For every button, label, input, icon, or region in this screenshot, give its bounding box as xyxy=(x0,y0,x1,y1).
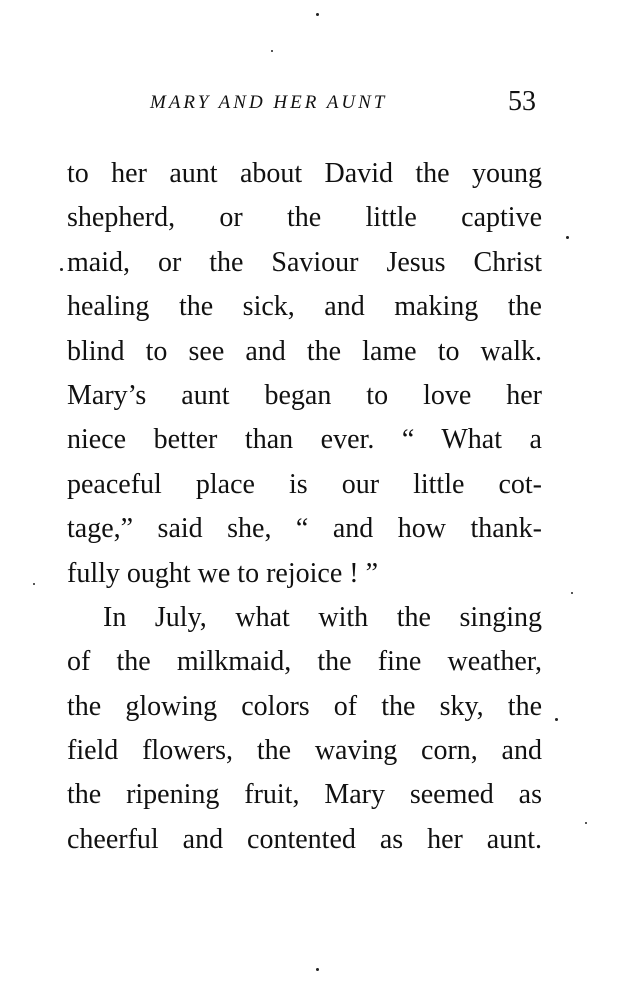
scan-speck xyxy=(316,968,319,971)
scan-speck xyxy=(60,268,63,271)
scan-speck xyxy=(33,583,35,585)
text-line: healing the sick, and making the xyxy=(67,291,542,323)
text-line: maid, or the Saviour Jesus Christ xyxy=(67,246,542,278)
scan-speck xyxy=(316,13,319,16)
page-number: 53 xyxy=(508,86,536,117)
text-line: cheerful and contented as her aunt. xyxy=(67,823,542,855)
scan-speck xyxy=(555,718,558,721)
text-line: field flowers, the waving corn, and xyxy=(67,735,542,767)
text-line: of the milkmaid, the fine weather, xyxy=(67,646,542,678)
running-head-title: MARY AND HER AUNT xyxy=(150,92,388,113)
text-line: the ripening fruit, Mary seemed as xyxy=(67,779,542,811)
paragraph-2 xyxy=(67,596,542,862)
text-line: In July, what with the singing xyxy=(103,601,542,633)
text-line: tage,” said she, “ and how thank- xyxy=(67,513,542,545)
text-line: peaceful place is our little cot- xyxy=(67,468,542,500)
text-line: shepherd, or the little captive xyxy=(67,202,542,234)
scan-speck xyxy=(571,592,573,594)
scan-speck xyxy=(585,822,587,824)
paragraph-1 xyxy=(67,152,542,596)
scan-speck xyxy=(271,50,273,52)
body-text xyxy=(67,152,542,862)
text-line: the glowing colors of the sky, the xyxy=(67,690,542,722)
text-line: blind to see and the lame to walk. xyxy=(67,335,542,367)
scan-speck xyxy=(566,236,569,239)
text-line: Mary’s aunt began to love her xyxy=(67,379,542,411)
text-line: niece better than ever. “ What a xyxy=(67,424,542,456)
text-line: fully ought we to rejoice ! ” xyxy=(67,557,379,589)
text-line: to her aunt about David the young xyxy=(67,158,542,189)
